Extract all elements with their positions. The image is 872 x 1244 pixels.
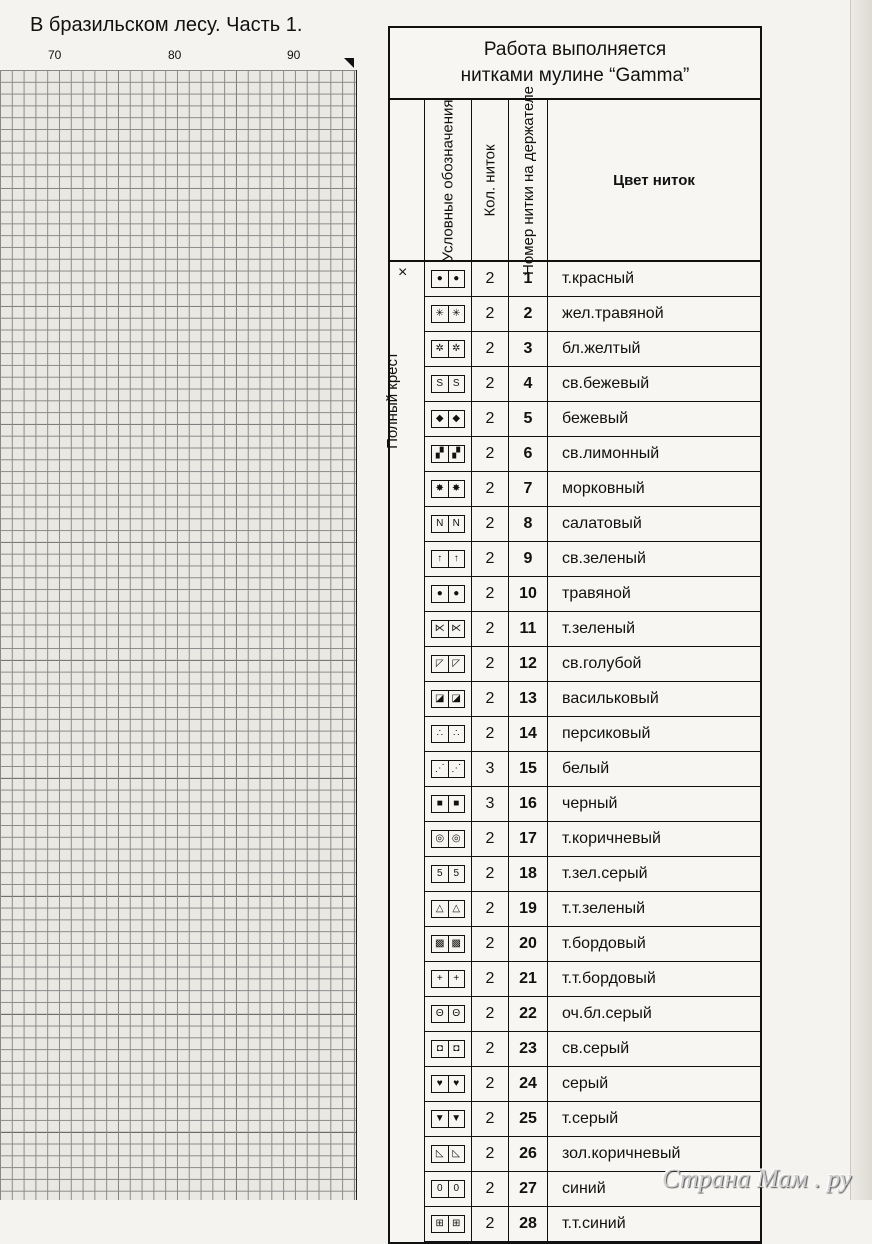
stitch-symbol-icon [431, 1005, 465, 1023]
stitch-type-cell [383, 262, 425, 1242]
legend-row [425, 612, 760, 647]
legend-body [383, 262, 760, 1242]
stitch-symbol-icon [431, 270, 465, 288]
symbol-cell [425, 297, 472, 331]
symbol-glyph: ◎ [432, 831, 449, 847]
holder-number: 18 [509, 857, 548, 891]
holder-number: 24 [509, 1067, 548, 1101]
holder-number: 5 [509, 402, 548, 436]
symbol-glyph: ↑ [432, 551, 449, 567]
stitch-symbol-icon [431, 690, 465, 708]
color-name: черный [562, 795, 618, 812]
legend-row [425, 507, 760, 542]
symbol-glyph: ■ [453, 798, 460, 809]
symbol-cell [425, 577, 472, 611]
symbol-glyph: ✳ [452, 308, 461, 319]
symbol-glyph: ⋉ [451, 623, 462, 634]
symbol-glyph: + [432, 971, 449, 987]
thread-count: 2 [472, 682, 509, 716]
symbol-glyph: ⊞ [432, 1216, 449, 1232]
legend-row [425, 577, 760, 612]
stitch-symbol-icon [431, 830, 465, 848]
holder-number: 21 [509, 962, 548, 996]
stitch-symbol-icon [431, 1075, 465, 1093]
cross-stitch-icon: × [398, 264, 408, 281]
legend-row [425, 297, 760, 332]
symbol-glyph: ◪ [451, 693, 461, 704]
color-column-header: Цвет ниток [613, 171, 695, 189]
symbol-cell [425, 1032, 472, 1066]
symbol-cell [425, 717, 472, 751]
color-name: серый [562, 1075, 609, 1092]
symbol-glyph: ⋰ [432, 761, 449, 777]
symbol-cell [425, 997, 472, 1031]
symbol-cell [425, 542, 472, 576]
color-name: синий [562, 1180, 606, 1197]
holder-number: 13 [509, 682, 548, 716]
legend-rows [425, 262, 760, 1242]
axis-number-70: 70 [48, 48, 62, 62]
stitch-symbol-icon [431, 620, 465, 638]
legend-row [425, 1102, 760, 1137]
legend-row [425, 472, 760, 507]
symbol-cell [425, 367, 472, 401]
symbol-glyph: ⊞ [452, 1218, 461, 1229]
holder-number: 26 [509, 1137, 548, 1171]
symbol-glyph: ▼ [451, 1113, 462, 1124]
color-name: св.зеленый [562, 550, 646, 567]
symbol-glyph: ✸ [452, 483, 461, 494]
number-column-label: Номер нитки на держателе [519, 85, 537, 275]
thread-count: 2 [472, 962, 509, 996]
holder-number: 14 [509, 717, 548, 751]
color-name: т.т.синий [562, 1215, 626, 1232]
legend-row [425, 682, 760, 717]
symbol-glyph: ▩ [432, 936, 449, 952]
holder-number: 20 [509, 927, 548, 961]
symbol-glyph: 5 [453, 868, 460, 879]
legend-row [425, 402, 760, 437]
holder-number: 9 [509, 542, 548, 576]
symbol-cell [425, 262, 472, 296]
symbol-glyph: ● [453, 273, 460, 284]
stitch-symbol-icon [431, 445, 465, 463]
stitch-symbol-icon [431, 865, 465, 883]
watermark-logo: Страна Мам . ру [662, 1164, 852, 1193]
stitch-symbol-icon [431, 305, 465, 323]
symbol-glyph: ✲ [452, 343, 461, 354]
color-name: св.лимонный [562, 445, 660, 462]
symbol-glyph: 0 [453, 1183, 460, 1194]
symbol-glyph: ◸ [432, 656, 449, 672]
stitch-symbol-icon [431, 655, 465, 673]
symbol-glyph: ● [432, 271, 449, 287]
symbol-cell [425, 472, 472, 506]
thread-legend-table [383, 26, 762, 1244]
color-name: салатовый [562, 515, 642, 532]
holder-number: 1 [509, 262, 548, 296]
symbol-cell [425, 682, 472, 716]
thread-count: 2 [472, 857, 509, 891]
color-name: т.т.зеленый [562, 900, 646, 917]
thread-count: 2 [472, 1172, 509, 1206]
stitch-symbol-icon [431, 340, 465, 358]
symbol-column-header [425, 100, 472, 260]
symbol-glyph: Ν [432, 516, 449, 532]
thread-count: 2 [472, 997, 509, 1031]
color-name: белый [562, 760, 610, 777]
stitch-symbol-icon [431, 900, 465, 918]
symbol-glyph: ◘ [432, 1041, 449, 1057]
color-name: жел.травяной [562, 305, 664, 322]
legend-header-line1: Работа выполняется [483, 39, 667, 60]
holder-number: 6 [509, 437, 548, 471]
symbol-glyph: ✳ [432, 306, 449, 322]
thread-count: 2 [472, 297, 509, 331]
symbol-glyph: △ [432, 901, 449, 917]
color-name: т.бордовый [562, 935, 646, 952]
stitch-type-label: Полный крест [383, 352, 401, 449]
legend-row [425, 647, 760, 682]
holder-number: 15 [509, 752, 548, 786]
color-name: т.коричневый [562, 830, 661, 847]
symbol-cell [425, 1137, 472, 1171]
thread-count: 2 [472, 612, 509, 646]
symbol-cell [425, 1102, 472, 1136]
thread-count: 2 [472, 437, 509, 471]
legend-row [425, 1032, 760, 1067]
thread-count: 2 [472, 1067, 509, 1101]
symbol-glyph: ▼ [432, 1111, 449, 1127]
holder-number: 3 [509, 332, 548, 366]
legend-row [425, 717, 760, 752]
legend-row [425, 1207, 760, 1242]
thread-count: 3 [472, 787, 509, 821]
thread-count: 2 [472, 367, 509, 401]
symbol-glyph: ● [432, 586, 449, 602]
holder-number: 4 [509, 367, 548, 401]
symbol-glyph: ⋰ [451, 763, 462, 774]
symbol-glyph: + [453, 973, 460, 984]
symbol-cell [425, 437, 472, 471]
count-column-header [472, 100, 509, 260]
thread-count: 2 [472, 402, 509, 436]
symbol-cell [425, 402, 472, 436]
holder-number: 12 [509, 647, 548, 681]
symbol-glyph: ✸ [432, 481, 449, 497]
stitch-symbol-icon [431, 970, 465, 988]
color-name: т.т.бордовый [562, 970, 656, 987]
holder-number: 7 [509, 472, 548, 506]
color-name: т.красный [562, 270, 635, 287]
holder-number: 28 [509, 1207, 548, 1241]
symbol-cell [425, 332, 472, 366]
axis-number-80: 80 [168, 48, 182, 62]
legend-row [425, 962, 760, 997]
symbol-glyph: ↑ [453, 553, 459, 564]
grid-corner-marker [344, 58, 354, 68]
thread-count: 2 [472, 1102, 509, 1136]
thread-count: 2 [472, 1137, 509, 1171]
color-name: св.голубой [562, 655, 642, 672]
stitch-symbol-icon [431, 1040, 465, 1058]
symbol-glyph: ▩ [451, 938, 461, 949]
symbol-glyph: ● [453, 588, 460, 599]
symbol-glyph: ◺ [432, 1146, 449, 1162]
thread-count: 2 [472, 1032, 509, 1066]
symbol-glyph: ◪ [432, 691, 449, 707]
symbol-glyph: Θ [452, 1008, 461, 1019]
legend-row [425, 927, 760, 962]
legend-row [425, 542, 760, 577]
thread-count: 2 [472, 647, 509, 681]
symbol-cell [425, 892, 472, 926]
stitch-symbol-icon [431, 1110, 465, 1128]
thread-count: 2 [472, 507, 509, 541]
symbol-cell [425, 822, 472, 856]
symbol-glyph: ▞ [452, 448, 461, 459]
legend-row [425, 437, 760, 472]
legend-row [425, 892, 760, 927]
holder-number: 25 [509, 1102, 548, 1136]
symbol-glyph: ∴ [432, 726, 449, 742]
stitch-type-column [390, 100, 425, 260]
symbol-glyph: ◘ [453, 1043, 460, 1054]
symbol-glyph: ✲ [432, 341, 449, 357]
holder-number: 10 [509, 577, 548, 611]
stitch-symbol-icon [431, 935, 465, 953]
stitch-symbol-icon [431, 480, 465, 498]
thread-count: 2 [472, 1207, 509, 1241]
color-name: бежевый [562, 410, 629, 427]
legend-header-line2: нитками мулине “Gamma” [460, 65, 690, 86]
holder-number: 11 [509, 612, 548, 646]
symbol-glyph: ◆ [452, 413, 461, 424]
symbol-glyph: ◆ [432, 411, 449, 427]
legend-column-headers [390, 85, 760, 275]
stitch-symbol-icon [431, 585, 465, 603]
color-name: оч.бл.серый [562, 1005, 652, 1022]
stitch-symbol-icon [431, 515, 465, 533]
symbol-cell [425, 507, 472, 541]
thread-count: 2 [472, 262, 509, 296]
symbol-glyph: △ [452, 903, 461, 914]
legend-row [425, 262, 760, 297]
color-name: т.зеленый [562, 620, 636, 637]
page-title: В бразильском лесу. Часть 1. [30, 14, 303, 36]
symbol-glyph: ♥ [453, 1078, 460, 1089]
thread-count: 2 [472, 542, 509, 576]
thread-count: 2 [472, 892, 509, 926]
symbol-glyph: ▞ [432, 446, 449, 462]
symbol-glyph: ∴ [453, 728, 460, 739]
symbol-cell [425, 962, 472, 996]
stitch-symbol-icon [431, 1180, 465, 1198]
color-name: бл.желтый [562, 340, 641, 357]
legend-row [425, 822, 760, 857]
color-name: св.серый [562, 1040, 630, 1057]
legend-row [425, 1067, 760, 1102]
holder-number: 23 [509, 1032, 548, 1066]
holder-number: 22 [509, 997, 548, 1031]
color-name: зол.коричневый [562, 1145, 681, 1162]
holder-number: 2 [509, 297, 548, 331]
thread-count: 2 [472, 927, 509, 961]
legend-row [425, 997, 760, 1032]
legend-row [425, 332, 760, 367]
symbol-glyph: S [432, 376, 449, 392]
thread-count: 2 [472, 717, 509, 751]
symbol-glyph: Θ [432, 1006, 449, 1022]
symbol-cell [425, 1207, 472, 1241]
thread-count: 2 [472, 332, 509, 366]
symbol-glyph: ◸ [452, 658, 461, 669]
legend-header [390, 28, 760, 100]
symbol-column-label: Условные обозначения [439, 98, 457, 262]
symbol-glyph: S [452, 378, 460, 389]
stitch-symbol-icon [431, 410, 465, 428]
color-name: т.серый [562, 1110, 619, 1127]
holder-number: 8 [509, 507, 548, 541]
symbol-cell [425, 927, 472, 961]
legend-row [425, 857, 760, 892]
symbol-glyph: ♥ [432, 1076, 449, 1092]
count-column-label: Кол. ниток [481, 143, 499, 217]
color-name: св.бежевый [562, 375, 650, 392]
holder-number: 19 [509, 892, 548, 926]
color-name: морковный [562, 480, 645, 497]
holder-number: 17 [509, 822, 548, 856]
holder-number: 16 [509, 787, 548, 821]
thread-count: 3 [472, 752, 509, 786]
symbol-cell [425, 647, 472, 681]
thread-count: 2 [472, 577, 509, 611]
symbol-cell [425, 857, 472, 891]
color-name: васильковый [562, 690, 659, 707]
holder-number: 27 [509, 1172, 548, 1206]
color-name: персиковый [562, 725, 651, 742]
symbol-cell [425, 612, 472, 646]
symbol-glyph: ⋉ [432, 621, 449, 637]
stitch-symbol-icon [431, 1215, 465, 1233]
stitch-symbol-icon [431, 375, 465, 393]
page-edge [850, 0, 872, 1200]
symbol-cell [425, 752, 472, 786]
legend-row [425, 367, 760, 402]
stitch-symbol-icon [431, 725, 465, 743]
symbol-cell [425, 1172, 472, 1206]
stitch-symbol-icon [431, 550, 465, 568]
color-name: т.зел.серый [562, 865, 648, 882]
symbol-glyph: Ν [452, 518, 460, 529]
color-name: травяной [562, 585, 631, 602]
symbol-glyph: 5 [432, 866, 449, 882]
stitch-symbol-icon [431, 760, 465, 778]
stitch-symbol-icon [431, 795, 465, 813]
stitch-symbol-icon [431, 1145, 465, 1163]
symbol-glyph: 0 [432, 1181, 449, 1197]
legend-row [425, 752, 760, 787]
legend-row [425, 787, 760, 822]
thread-count: 2 [472, 822, 509, 856]
symbol-cell [425, 1067, 472, 1101]
symbol-glyph: ■ [432, 796, 449, 812]
axis-number-90: 90 [287, 48, 301, 62]
cross-stitch-pattern-grid [0, 70, 357, 1200]
symbol-glyph: ◺ [452, 1148, 461, 1159]
symbol-cell [425, 787, 472, 821]
symbol-glyph: ◎ [451, 833, 461, 844]
number-column-header [509, 85, 548, 275]
thread-count: 2 [472, 472, 509, 506]
